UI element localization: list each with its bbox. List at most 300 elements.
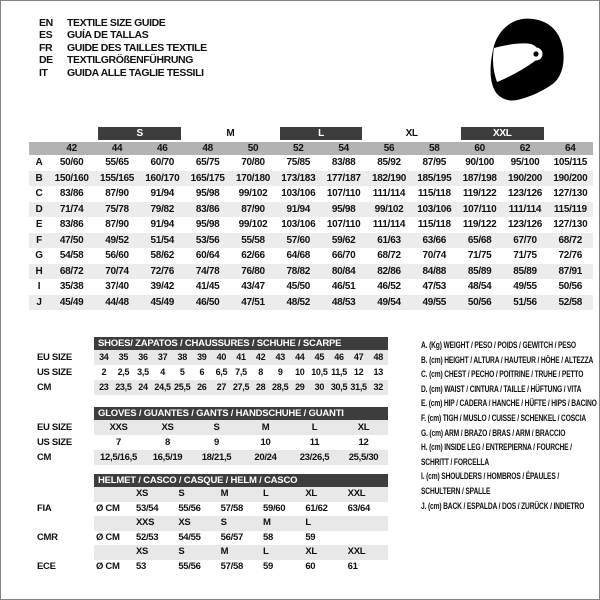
measurement-cell: 78/82 <box>286 265 311 277</box>
row-letter: C <box>35 188 43 199</box>
helmet-size-cell: XL <box>305 488 317 499</box>
size-cell: 38 <box>177 352 187 362</box>
gloves-table-title: GLOVES / GUANTES / GANTS / HANDSCHUHE / GUANTI <box>94 407 388 420</box>
measurement-cell: 48/52 <box>286 296 311 308</box>
size-cell: 23,5 <box>115 382 132 392</box>
size-cell: 34 <box>99 352 109 362</box>
helmet-size-cell: L <box>262 488 269 499</box>
measurement-cell: 87/95 <box>422 157 447 168</box>
size-group-label: S <box>98 127 181 140</box>
measurement-row <box>29 264 593 280</box>
size-cell: 11 <box>309 437 320 448</box>
measurement-cell: 68/72 <box>59 265 84 277</box>
shoes-size-table <box>94 337 388 395</box>
measurement-cell: 51/54 <box>150 234 175 246</box>
size-cell: 12,5/16,5 <box>100 452 137 463</box>
measurement-cell: 71/75 <box>513 250 537 261</box>
measurement-cell: 165/175 <box>190 172 225 184</box>
legend-line: J. (cm) BACK / ESPALDA / DOS / ZURÜCK / INDIETRO <box>421 500 585 511</box>
helmet-row-labels <box>37 487 58 574</box>
measurement-cell: 63/66 <box>422 234 447 246</box>
measurement-row <box>29 202 593 218</box>
size-cell: 8 <box>165 437 170 448</box>
helmet-size-cell: S <box>178 488 185 499</box>
size-cell: 43 <box>275 352 285 362</box>
helmet-value-cell: 60 <box>305 560 316 572</box>
size-cell: 30 <box>314 382 325 392</box>
helmet-icon <box>487 16 567 104</box>
measurement-cell: 62/66 <box>241 250 265 261</box>
unit-label: Ø CM <box>96 560 120 572</box>
size-cell: 23/26,5 <box>299 452 330 463</box>
shoes-table-title: SHOES/ ZAPATOS / CHAUSSURES / SCHUHE / SCARPE <box>94 337 388 350</box>
helmet-size-table <box>94 474 388 574</box>
measurement-cell: 75/78 <box>105 203 129 215</box>
size-cell: 7,5 <box>235 367 247 377</box>
size-cell: M <box>261 422 270 433</box>
size-row <box>94 365 388 380</box>
helmet-size-cell: XXL <box>347 546 366 557</box>
helmet-table-title: HELMET / CASCO / CASQUE / HELM / CASCO <box>94 474 388 487</box>
helmet-size-cell: XL <box>305 546 317 557</box>
size-cell: 40 <box>216 352 227 362</box>
size-cell: 29 <box>295 382 305 392</box>
size-number: 54 <box>338 143 349 154</box>
helmet-value-cell: 56/57 <box>220 531 243 543</box>
guide-title: GUIDE DES TAILLES TEXTILE <box>67 41 207 54</box>
measurement-cell: 103/106 <box>417 203 452 215</box>
helmet-size-cell: XS <box>136 546 149 557</box>
helmet-value-cell: 58 <box>262 531 273 543</box>
measurement-cell: 173/183 <box>281 172 316 184</box>
measurement-cell: 71/75 <box>467 250 492 261</box>
measurement-cell: 87/90 <box>105 219 129 230</box>
measurement-cell: 185/195 <box>417 172 452 184</box>
measurement-cell: 66/70 <box>331 250 356 261</box>
size-cell: 44 <box>295 352 305 362</box>
standard-label: CMR <box>37 531 58 543</box>
size-cell: 10 <box>260 437 271 448</box>
size-cell: 23 <box>99 382 109 392</box>
helmet-value-cell: 61 <box>347 560 358 572</box>
size-cell: XL <box>357 422 370 433</box>
helmet-value-cell: 59 <box>305 531 316 543</box>
measurement-cell: 47/53 <box>422 281 447 292</box>
measurement-cell: 50/56 <box>467 296 492 308</box>
measurement-cell: 72/76 <box>150 265 175 277</box>
measurement-cell: 127/130 <box>553 219 588 230</box>
measurement-cell: 49/52 <box>105 234 129 246</box>
measurement-cell: 95/98 <box>195 188 220 199</box>
measurement-cell: 150/160 <box>54 172 89 184</box>
measurement-cell: 58/62 <box>150 250 175 261</box>
size-cell: S <box>213 422 220 433</box>
measurement-cell: 111/114 <box>508 203 542 215</box>
size-cell: 32 <box>373 382 383 392</box>
size-cell: 28 <box>255 382 266 392</box>
helmet-size-cell <box>346 516 388 531</box>
size-cell: XS <box>161 422 174 433</box>
shoes-row-labels <box>37 350 72 395</box>
size-cell: XXS <box>109 422 128 433</box>
helmet-value-cell: 59/60 <box>262 502 286 514</box>
unit-label: Ø CM <box>96 531 120 543</box>
measurement-rows <box>29 155 593 310</box>
measurement-cell: 177/187 <box>326 172 361 184</box>
measurement-cell: 107/110 <box>326 219 361 230</box>
measurement-cell: 60/64 <box>195 250 220 261</box>
size-cell: 12 <box>353 367 364 377</box>
measurement-cell: 187/198 <box>462 172 497 184</box>
language-row <box>39 42 207 54</box>
measurement-cell: 99/102 <box>374 203 404 215</box>
measurement-cell: 46/52 <box>377 281 401 292</box>
size-row <box>94 435 388 450</box>
measurement-cell: 75/85 <box>286 157 311 168</box>
legend-line: G. (cm) ARM / BRAZO / BRAS / ARM / BRACCIO <box>421 427 566 438</box>
size-cell: 27,5 <box>232 382 250 392</box>
size-cell: 46 <box>334 352 344 362</box>
measurement-cell: 123/126 <box>507 188 543 199</box>
helmet-size-cell: M <box>220 488 229 499</box>
language-title-list <box>39 17 207 79</box>
size-number: 56 <box>383 143 395 154</box>
size-cell: 37 <box>157 352 168 362</box>
measurement-cell: 91/94 <box>150 188 175 199</box>
helmet-value-cell: 53/54 <box>136 502 159 514</box>
size-cell: 25,5 <box>174 382 191 392</box>
size-cell: 10 <box>295 367 305 377</box>
size-number: 42 <box>66 143 77 154</box>
measurement-cell: 52/58 <box>558 296 583 308</box>
row-label: CM <box>37 382 52 393</box>
measurement-cell: 54/58 <box>59 250 84 261</box>
measurement-cell: 91/94 <box>286 203 311 215</box>
measurement-cell: 43/47 <box>241 281 265 292</box>
row-label: EU SIZE <box>37 352 72 363</box>
size-cell: 47 <box>353 352 364 362</box>
size-cell: 2 <box>101 367 107 377</box>
measurement-cell: 82/86 <box>377 265 401 277</box>
standard-label: ECE <box>37 560 56 572</box>
measurement-cell: 70/74 <box>105 265 129 277</box>
size-row <box>94 450 388 465</box>
legend-line: C. (cm) CHEST / PECHO / POITRINE / TRUHE / PETTO <box>421 369 584 380</box>
measurement-cell: 70/80 <box>241 157 265 168</box>
measurement-cell: 60/70 <box>150 157 175 168</box>
helmet-size-cell: S <box>178 546 185 557</box>
measurement-cell: 95/98 <box>195 219 220 230</box>
measurement-cell: 99/102 <box>238 188 268 199</box>
size-cell: 11,5 <box>331 367 347 377</box>
measurement-cell: 83/86 <box>195 203 220 215</box>
size-group-label: XL <box>405 128 418 139</box>
measurement-cell: 80/84 <box>331 265 356 277</box>
measurement-cell: 65/68 <box>467 234 492 246</box>
gloves-row-labels <box>37 420 72 465</box>
helmet-size-cell: XS <box>178 517 191 528</box>
measurement-cell: 170/180 <box>235 172 271 184</box>
helmet-value-cell <box>346 531 388 546</box>
measurement-row <box>29 155 593 171</box>
measurement-cell: 71/74 <box>59 203 84 215</box>
measurement-cell: 85/89 <box>467 265 492 277</box>
size-number: 60 <box>474 143 485 154</box>
group-spacer <box>548 127 593 140</box>
measurement-cell: 55/58 <box>241 234 265 246</box>
language-code: DE <box>39 54 53 67</box>
size-cell: 9 <box>277 367 283 377</box>
legend-line: H. (cm) INSIDE LEG / ENTREPIERNA / FOURCHE / <box>421 442 572 453</box>
measurement-row <box>29 217 593 233</box>
size-number: 50 <box>247 143 259 154</box>
measurement-cell: 59/62 <box>331 234 356 246</box>
row-letter: A <box>35 157 43 168</box>
size-number: 64 <box>565 143 576 154</box>
helmet-size-row <box>94 487 388 502</box>
legend-line: E. (cm) HIP / CADERA / HANCHE / HÜFTE / HIPS / BACINO <box>421 398 597 409</box>
corner-cell <box>29 142 49 155</box>
size-cell: 24,5 <box>154 382 171 392</box>
language-row <box>39 67 207 79</box>
measurement-cell: 56/60 <box>105 250 129 261</box>
row-letter: D <box>35 203 43 215</box>
measurement-cell: 160/170 <box>145 172 180 184</box>
measurement-cell: 79/82 <box>150 203 175 215</box>
size-cell: 27 <box>216 382 227 392</box>
measurement-cell: 53/56 <box>195 234 220 246</box>
size-cell: 6 <box>199 367 205 377</box>
measurement-cell: 84/88 <box>422 265 447 277</box>
spacer <box>37 545 58 560</box>
legend-line: A. (Kg) WEIGHT / PESO / POIDS / GEWITCH / PESO <box>421 340 576 350</box>
size-group-label: M <box>226 128 235 139</box>
size-cell: 25,5/30 <box>348 452 379 463</box>
size-cell: 16,5/19 <box>152 452 183 463</box>
size-cell: 45 <box>314 352 325 362</box>
spacer <box>37 516 58 531</box>
helmet-size-cell: XXS <box>136 517 155 528</box>
measurement-cell: 70/74 <box>422 250 447 261</box>
legend-item <box>421 338 599 353</box>
measurement-cell: 46/51 <box>331 281 356 292</box>
row-letter: B <box>35 172 43 184</box>
measurement-cell: 115/118 <box>417 188 451 199</box>
size-cell: 10,5 <box>311 367 328 377</box>
legend-item <box>421 367 599 382</box>
language-code: IT <box>39 66 48 79</box>
size-number: 58 <box>429 143 440 154</box>
measurement-cell: 48/53 <box>331 296 356 308</box>
helmet-value-cell: 53 <box>136 560 146 572</box>
measurement-cell: 44/48 <box>105 296 129 308</box>
helmet-size-row <box>94 545 388 560</box>
row-letter: I <box>37 281 41 292</box>
measurement-cell: 37/40 <box>105 281 129 292</box>
size-cell: 18/21,5 <box>201 452 232 463</box>
size-cell: 35 <box>118 352 129 362</box>
measurement-cell: 115/118 <box>417 219 451 230</box>
measurement-row <box>29 186 593 202</box>
measurement-cell: 74/78 <box>195 265 220 277</box>
clothing-size-table <box>29 127 593 310</box>
row-letter: E <box>35 219 43 230</box>
measurement-cell: 190/200 <box>507 172 543 184</box>
measurement-cell: 87/90 <box>105 188 129 199</box>
measurement-cell: 57/60 <box>286 234 311 246</box>
legend-item <box>421 469 599 498</box>
size-cell: L <box>311 422 318 433</box>
measurement-cell: 95/98 <box>331 203 356 215</box>
measurement-cell: 83/86 <box>59 188 84 199</box>
size-number: 48 <box>202 143 213 154</box>
size-cell: 36 <box>138 352 148 362</box>
measurement-cell: 45/49 <box>150 296 175 308</box>
measurement-cell: 68/72 <box>558 234 583 246</box>
measurement-cell: 90/100 <box>465 157 495 168</box>
unit-label: Ø CM <box>96 502 120 514</box>
measurement-legend <box>421 338 599 513</box>
measurement-cell: 50/60 <box>59 157 84 168</box>
measurement-cell: 72/76 <box>558 250 583 261</box>
legend-item <box>421 353 599 368</box>
measurement-cell: 127/130 <box>553 188 588 199</box>
measurement-cell: 55/65 <box>105 157 129 168</box>
size-cell: 28,5 <box>272 382 289 392</box>
measurement-cell: 85/89 <box>513 265 537 277</box>
measurement-cell: 61/63 <box>377 234 401 246</box>
row-letter: H <box>35 265 43 277</box>
measurement-cell: 83/86 <box>59 219 84 230</box>
size-cell: 20/24 <box>254 452 277 463</box>
measurement-cell: 49/55 <box>513 281 537 292</box>
measurement-row <box>29 295 593 311</box>
legend-line: SCHULTERN / SPALLE <box>421 485 491 496</box>
measurement-cell: 45/50 <box>286 281 311 292</box>
measurement-cell: 46/50 <box>195 296 220 308</box>
measurement-cell: 51/56 <box>513 296 537 308</box>
measurement-cell: 119/122 <box>462 219 497 230</box>
size-cell: 3,5 <box>137 367 149 377</box>
size-group-row <box>29 127 593 140</box>
size-number: 52 <box>293 143 304 154</box>
size-cell: 41 <box>236 352 246 362</box>
measurement-cell: 155/165 <box>99 172 135 184</box>
helmet-size-cell: M <box>262 517 271 528</box>
measurement-cell: 85/92 <box>377 157 401 168</box>
size-number-row <box>29 142 593 155</box>
helmet-value-cell: 52/53 <box>136 531 159 543</box>
helmet-size-cell: XXL <box>347 488 366 499</box>
language-row <box>39 17 207 29</box>
size-cell: 48 <box>373 352 383 362</box>
language-code: ES <box>39 29 53 42</box>
legend-line: I. (cm) SHOULDERS / HOMBROS / ÉPAULES / <box>421 471 560 482</box>
size-number: 44 <box>111 143 123 154</box>
helmet-value-row <box>94 560 388 575</box>
measurement-row <box>29 171 593 187</box>
language-row <box>39 29 207 41</box>
measurement-cell: 99/102 <box>238 219 268 230</box>
legend-line: SCHRITT / FORCELLA <box>421 456 490 467</box>
size-row <box>94 380 388 395</box>
measurement-cell: 67/70 <box>513 234 537 246</box>
measurement-cell: 103/106 <box>281 219 316 230</box>
measurement-cell: 182/190 <box>371 172 407 184</box>
legend-item <box>421 411 599 426</box>
measurement-row <box>29 248 593 264</box>
legend-line: B. (cm) HEIGHT / ALTURA / HAUTEUR / HÖHE / ALTEZZA <box>421 354 594 365</box>
size-cell: 24 <box>138 382 148 392</box>
size-cell: 42 <box>255 352 266 362</box>
standard-label: FIA <box>37 502 52 514</box>
measurement-cell: 87/90 <box>241 203 265 215</box>
measurement-cell: 47/50 <box>59 234 84 246</box>
size-cell: 7 <box>116 437 121 448</box>
helmet-size-cell: M <box>220 546 229 557</box>
size-cell: 4 <box>160 367 165 377</box>
helmet-value-cell: 59 <box>262 560 273 572</box>
helmet-value-cell: 61/62 <box>305 502 328 514</box>
measurement-cell: 68/72 <box>377 250 401 261</box>
empty-cell <box>94 545 134 560</box>
measurement-cell: 83/88 <box>331 157 356 168</box>
row-label: EU SIZE <box>37 422 72 433</box>
size-row <box>94 350 388 365</box>
size-cell: 8 <box>258 367 263 377</box>
row-label: US SIZE <box>37 437 72 448</box>
size-cell: 12 <box>358 437 369 448</box>
measurement-cell: 49/55 <box>422 296 447 308</box>
size-cell: 13 <box>373 367 383 377</box>
size-cell: 5 <box>179 367 185 377</box>
row-label: US SIZE <box>37 367 72 378</box>
helmet-size-cell: S <box>220 517 227 528</box>
empty-cell <box>94 487 134 502</box>
group-spacer <box>29 127 94 140</box>
helmet-value-row <box>94 502 388 517</box>
helmet-value-row <box>94 531 388 546</box>
legend-item <box>421 396 599 411</box>
gloves-rows <box>94 420 388 465</box>
measurement-cell: 190/200 <box>553 172 588 184</box>
size-cell: 30,5 <box>330 382 348 392</box>
measurement-cell: 105/115 <box>553 157 588 168</box>
legend-line: F. (cm) TIGH / MUSLO / CUISSE / SCHENKEL / COSCIA <box>421 412 587 423</box>
guide-title: TEXTILGRÖßENFÜHRUNG <box>67 54 193 67</box>
legend-item <box>421 440 599 469</box>
size-row <box>94 420 388 435</box>
shoes-rows <box>94 350 388 395</box>
legend-line: D. (cm) WAIST / CINTURA / TAILLE / HÜFTUNG / VITA <box>421 383 582 394</box>
measurement-cell: 115/119 <box>553 203 587 215</box>
empty-cell <box>94 516 134 531</box>
helmet-size-row <box>94 516 388 531</box>
helmet-rows <box>94 487 388 574</box>
measurement-row <box>29 279 593 295</box>
row-letter: J <box>36 296 42 308</box>
guide-title: GUÍA DE TALLAS <box>67 29 149 42</box>
helmet-value-cell: 57/58 <box>220 560 243 572</box>
legend-item <box>421 382 599 397</box>
size-cell: 31,5 <box>350 382 367 392</box>
helmet-size-cell: XS <box>136 488 149 499</box>
row-letter: G <box>35 250 43 261</box>
measurement-cell: 103/106 <box>281 188 316 199</box>
helmet-value-cell: 55/56 <box>178 502 201 514</box>
size-group-label: L <box>280 127 363 140</box>
measurement-cell: 41/45 <box>195 281 220 292</box>
